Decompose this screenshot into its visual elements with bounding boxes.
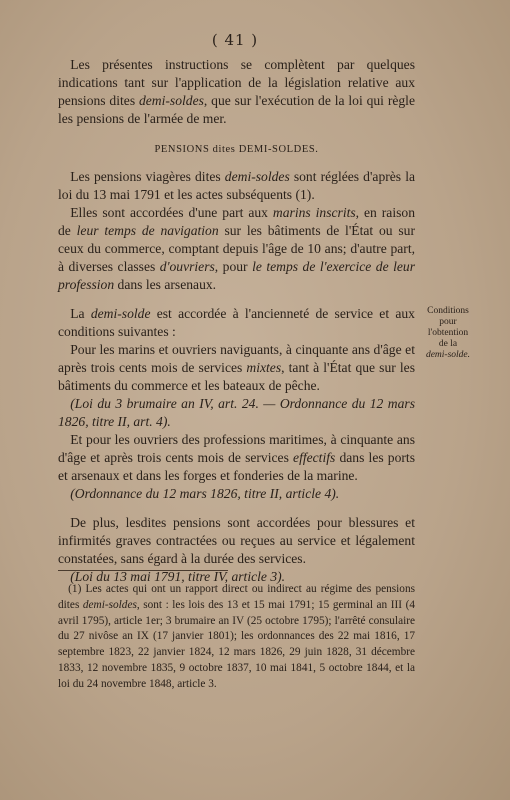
reference-2: (Ordonnance du 12 mars 1826, titre II, article 4). bbox=[70, 486, 340, 501]
intro-em-demi-soldes: demi-soldes bbox=[138, 93, 204, 108]
main-text bbox=[58, 168, 415, 586]
p2-text-2: , en raison de bbox=[58, 205, 415, 238]
p1-text-2: sont réglées d'après la loi du 13 mai 1791 et les actes subséquents (1). bbox=[58, 169, 416, 202]
paragraph-4 bbox=[58, 341, 415, 395]
footnote-em: demi-soldes bbox=[82, 598, 137, 611]
margin-note-line-3: l'obtention bbox=[427, 328, 469, 338]
p3-text-1: La bbox=[70, 306, 91, 321]
footnote bbox=[58, 582, 415, 693]
page-number: ( 41 ) bbox=[211, 31, 259, 49]
p5-text-2: dans les ports et arsenaux et dans les forges et fonderies de la marine. bbox=[58, 450, 415, 483]
p2-text-4: , pour bbox=[214, 259, 253, 274]
paragraph-5 bbox=[58, 431, 415, 485]
footnote-text-2: , sont : les lois des 13 et 15 mai 1791; 15 germinal an III (4 avril 1795), article 1er; 3 brumaire an IV (25 octobre 1795); l'arrêté consulaire du 27 nivôse an IX (17 janvier 1801); les ordonnances des 22 mai 1816, 17 septembre 1823, 22 janvier 1824, 12 mars 1826, 29 juin 1828, 31 décembre 1833, 12 novembre 1835, 9 octobre 1837, 10 mai 1841, 5 octobre 1844, et la loi du 24 novembre 1848, article 3. bbox=[58, 598, 415, 690]
p2-text-3: sur les bâtiments de l'État ou sur ceux du commerce, comptant depuis l'âge de 10 ans; d'autre part, à diverses classes bbox=[58, 223, 415, 274]
p5-em: effectifs bbox=[293, 450, 336, 465]
intro-text-2: , que sur l'exécution de la loi qui règle les pensions de l'armée de mer. bbox=[58, 93, 415, 126]
paragraph-2 bbox=[58, 204, 415, 294]
paragraph-6: De plus, lesdites pensions sont accordées pour blessures et infirmités graves contractées ou reçues au service et légalement constatées, sans égard à la durée des services. bbox=[58, 515, 415, 566]
p3-text-2: est accordée à l'ancienneté de service et aux conditions suivantes : bbox=[58, 306, 415, 339]
reference-1: (Loi du 3 brumaire an IV, art. 24. — Ordonnance du 12 mars 1826, titre II, art. 4). bbox=[58, 396, 415, 429]
p4-text-2: , tant à l'État que sur les bâtiments du commerce et les bateaux de pêche. bbox=[58, 360, 415, 393]
margin-note-line-4: de la bbox=[438, 339, 458, 349]
p2-em-3: d'ouvriers bbox=[159, 259, 215, 274]
section-heading-block bbox=[58, 141, 415, 159]
p2-em-2: leur temps de navigation bbox=[76, 223, 219, 238]
section-heading: PENSIONS dites DEMI-SOLDES. bbox=[154, 144, 319, 155]
footnote-text-1: (1) Les actes qui ont un rapport direct ou indirect au régime des pensions dites bbox=[58, 583, 415, 611]
p1-text-1: Les pensions viagères dites bbox=[70, 169, 225, 184]
margin-note-line-1: Conditions bbox=[427, 306, 469, 316]
p1-em: demi-soldes bbox=[224, 169, 290, 184]
p4-text-1: Pour les marins et ouvriers naviguants, à cinquante ans d'âge et après trois cents mois de services bbox=[58, 342, 415, 375]
p4-em: mixtes bbox=[246, 360, 282, 375]
paragraph-3 bbox=[58, 305, 415, 341]
margin-note-line-2: pour bbox=[439, 317, 457, 327]
margin-note bbox=[420, 306, 476, 361]
p3-em: demi-solde bbox=[90, 306, 151, 321]
p2-text-5: dans les arsenaux. bbox=[114, 277, 217, 292]
intro-text-1: Les présentes instructions se complètent par quelques indications tant sur l'application de la législation relative aux pensions dites bbox=[58, 57, 415, 108]
margin-note-line-5: demi-solde. bbox=[425, 350, 471, 360]
intro-paragraph bbox=[58, 56, 415, 128]
p2-em-4: le temps de l'exercice de leur profession bbox=[58, 259, 415, 292]
p2-text-1: Elles sont accordées d'une part aux bbox=[70, 205, 273, 220]
p2-em-1: marins inscrits bbox=[272, 205, 356, 220]
p5-text-1: Et pour les ouvriers des professions maritimes, à cinquante ans d'âge et après trois cents mois de services bbox=[58, 432, 415, 465]
reference-3: (Loi du 13 mai 1791, titre IV, article 3). bbox=[70, 569, 286, 584]
footnote-divider bbox=[58, 570, 228, 571]
paragraph-1 bbox=[58, 168, 415, 204]
